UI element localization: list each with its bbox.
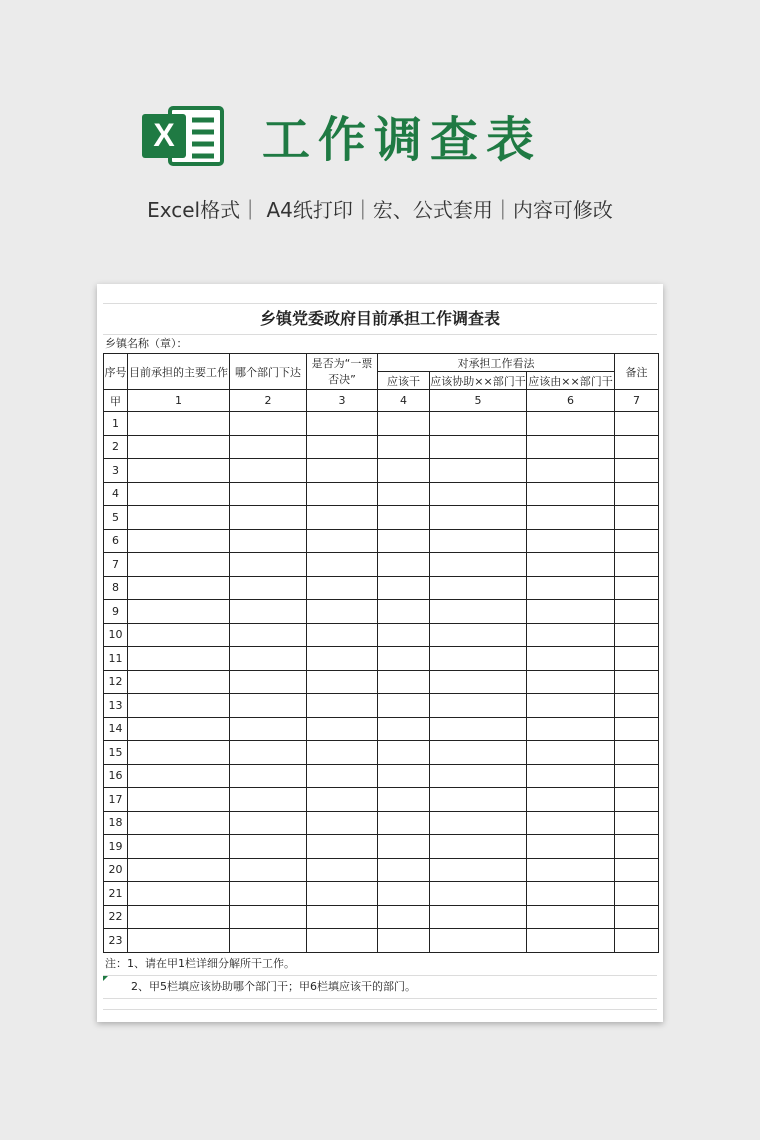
table-cell[interactable] <box>230 576 307 600</box>
table-row <box>104 835 659 859</box>
table-cell[interactable] <box>527 623 615 647</box>
table-cell[interactable] <box>230 811 307 835</box>
row-number: 4 <box>104 482 128 506</box>
table-cell[interactable] <box>128 412 230 436</box>
row-number: 15 <box>104 741 128 765</box>
header-seq: 序号 <box>104 354 128 390</box>
table-cell[interactable] <box>307 882 378 906</box>
row-number: 19 <box>104 835 128 859</box>
table-cell[interactable] <box>430 482 527 506</box>
table-row <box>104 623 659 647</box>
table-cell[interactable] <box>307 835 378 859</box>
header-opinion-group: 对承担工作看法 <box>378 354 615 372</box>
table-cell[interactable] <box>527 670 615 694</box>
table-cell[interactable] <box>527 835 615 859</box>
table-cell[interactable] <box>615 623 659 647</box>
table-row <box>104 600 659 624</box>
table-cell[interactable] <box>128 553 230 577</box>
table-cell[interactable] <box>230 529 307 553</box>
survey-table <box>103 353 659 953</box>
table-row <box>104 529 659 553</box>
table-row <box>104 788 659 812</box>
table-cell[interactable] <box>128 764 230 788</box>
table-cell[interactable] <box>230 858 307 882</box>
table-cell[interactable] <box>230 647 307 671</box>
table-cell[interactable] <box>128 623 230 647</box>
feature-subtitle: Excel格式｜ A4纸打印｜宏、公式套用｜内容可修改 <box>147 198 613 222</box>
table-row <box>104 717 659 741</box>
spreadsheet-preview <box>97 284 663 1022</box>
table-cell[interactable] <box>615 670 659 694</box>
table-cell[interactable] <box>527 435 615 459</box>
table-cell[interactable] <box>430 788 527 812</box>
table-cell[interactable] <box>527 788 615 812</box>
table-cell[interactable] <box>378 764 430 788</box>
table-cell[interactable] <box>615 576 659 600</box>
table-cell[interactable] <box>378 459 430 483</box>
table-cell[interactable] <box>430 764 527 788</box>
table-cell[interactable] <box>378 576 430 600</box>
table-cell[interactable] <box>230 435 307 459</box>
table-cell[interactable] <box>230 788 307 812</box>
row-number: 16 <box>104 764 128 788</box>
row-number: 7 <box>104 553 128 577</box>
table-cell[interactable] <box>128 647 230 671</box>
header-veto-line1: 是否为“一票 <box>311 356 373 370</box>
table-cell[interactable] <box>430 670 527 694</box>
table-cell[interactable] <box>230 670 307 694</box>
table-cell[interactable] <box>527 764 615 788</box>
column-number: 4 <box>378 390 430 412</box>
table-cell[interactable] <box>615 529 659 553</box>
table-row <box>104 764 659 788</box>
table-cell[interactable] <box>128 670 230 694</box>
table-cell[interactable] <box>615 741 659 765</box>
table-cell[interactable] <box>230 600 307 624</box>
promo-header <box>0 0 760 270</box>
row-number: 6 <box>104 529 128 553</box>
table-cell[interactable] <box>378 647 430 671</box>
table-cell[interactable] <box>230 506 307 530</box>
table-cell[interactable] <box>378 788 430 812</box>
table-cell[interactable] <box>615 412 659 436</box>
header-assist: 应该协助××部门干 <box>430 372 527 390</box>
table-cell[interactable] <box>527 858 615 882</box>
table-cell[interactable] <box>430 694 527 718</box>
table-cell[interactable] <box>430 882 527 906</box>
table-cell[interactable] <box>527 553 615 577</box>
table-cell[interactable] <box>307 553 378 577</box>
table-cell[interactable] <box>128 717 230 741</box>
table-cell[interactable] <box>430 905 527 929</box>
table-cell[interactable] <box>430 858 527 882</box>
header-main-work: 目前承担的主要工作 <box>128 354 230 390</box>
row-number: 17 <box>104 788 128 812</box>
table-cell[interactable] <box>615 435 659 459</box>
table-cell[interactable] <box>378 835 430 859</box>
table-row <box>104 482 659 506</box>
table-cell[interactable] <box>307 905 378 929</box>
table-row <box>104 459 659 483</box>
page-title: 工作调查表 <box>262 112 543 168</box>
table-cell[interactable] <box>128 435 230 459</box>
table-cell[interactable] <box>128 741 230 765</box>
table-row <box>104 435 659 459</box>
table-cell[interactable] <box>230 741 307 765</box>
table-cell[interactable] <box>378 811 430 835</box>
table-cell[interactable] <box>128 929 230 953</box>
row-number: 18 <box>104 811 128 835</box>
table-cell[interactable] <box>378 623 430 647</box>
header-veto-line2: 否决” <box>328 372 356 386</box>
table-cell[interactable] <box>230 694 307 718</box>
row-number: 9 <box>104 600 128 624</box>
table-cell[interactable] <box>307 811 378 835</box>
table-cell[interactable] <box>378 506 430 530</box>
table-cell[interactable] <box>307 459 378 483</box>
table-cell[interactable] <box>615 835 659 859</box>
table-cell[interactable] <box>378 717 430 741</box>
table-cell[interactable] <box>307 858 378 882</box>
table-cell[interactable] <box>307 647 378 671</box>
column-number: 7 <box>615 390 659 412</box>
table-cell[interactable] <box>307 529 378 553</box>
column-number: 1 <box>128 390 230 412</box>
table-cell[interactable] <box>307 435 378 459</box>
table-cell[interactable] <box>307 788 378 812</box>
blank-row <box>103 999 657 1010</box>
table-row <box>104 506 659 530</box>
table-cell[interactable] <box>527 482 615 506</box>
note-2-row <box>103 976 657 999</box>
row-number: 2 <box>104 435 128 459</box>
table-body <box>104 412 659 953</box>
sheet-area <box>103 289 657 1010</box>
row-number: 10 <box>104 623 128 647</box>
logo-letter: X <box>153 117 175 153</box>
header-remark: 备注 <box>615 354 659 390</box>
row-number: 5 <box>104 506 128 530</box>
table-cell[interactable] <box>128 858 230 882</box>
table-cell[interactable] <box>430 811 527 835</box>
table-cell[interactable] <box>430 435 527 459</box>
table-cell[interactable] <box>230 835 307 859</box>
table-cell[interactable] <box>128 576 230 600</box>
table-cell[interactable] <box>128 835 230 859</box>
blank-row <box>103 289 657 304</box>
table-cell[interactable] <box>230 882 307 906</box>
table-cell[interactable] <box>230 412 307 436</box>
row-number: 11 <box>104 647 128 671</box>
table-cell[interactable] <box>430 600 527 624</box>
table-cell[interactable] <box>128 600 230 624</box>
table-cell[interactable] <box>230 764 307 788</box>
table-cell[interactable] <box>230 623 307 647</box>
table-cell[interactable] <box>230 905 307 929</box>
row-number: 12 <box>104 670 128 694</box>
column-number: 6 <box>527 390 615 412</box>
table-cell[interactable] <box>378 670 430 694</box>
table-cell[interactable] <box>230 459 307 483</box>
table-cell[interactable] <box>307 929 378 953</box>
table-cell[interactable] <box>615 482 659 506</box>
table-cell[interactable] <box>527 811 615 835</box>
table-row <box>104 882 659 906</box>
table-cell[interactable] <box>378 694 430 718</box>
table-cell[interactable] <box>615 764 659 788</box>
table-cell[interactable] <box>307 717 378 741</box>
table-cell[interactable] <box>430 459 527 483</box>
column-number: 3 <box>307 390 378 412</box>
table-cell[interactable] <box>527 576 615 600</box>
table-cell[interactable] <box>128 459 230 483</box>
table-cell[interactable] <box>378 929 430 953</box>
table-row <box>104 811 659 835</box>
table-cell[interactable] <box>430 553 527 577</box>
table-row <box>104 412 659 436</box>
table-cell[interactable] <box>615 905 659 929</box>
table-cell[interactable] <box>378 482 430 506</box>
row-number: 23 <box>104 929 128 953</box>
column-number: 5 <box>430 390 527 412</box>
cell-marker-icon <box>103 976 108 981</box>
table-cell[interactable] <box>430 717 527 741</box>
header-veto <box>307 354 378 390</box>
table-cell[interactable] <box>527 529 615 553</box>
table-row <box>104 576 659 600</box>
table-cell[interactable] <box>128 694 230 718</box>
table-cell[interactable] <box>615 694 659 718</box>
column-number-row <box>104 390 659 412</box>
table-row <box>104 670 659 694</box>
table-cell[interactable] <box>615 788 659 812</box>
table-cell[interactable] <box>307 623 378 647</box>
table-cell[interactable] <box>378 600 430 624</box>
table-cell[interactable] <box>615 600 659 624</box>
table-row <box>104 929 659 953</box>
row-number: 14 <box>104 717 128 741</box>
table-cell[interactable] <box>527 647 615 671</box>
table-cell[interactable] <box>615 506 659 530</box>
table-cell[interactable] <box>230 482 307 506</box>
table-cell[interactable] <box>128 882 230 906</box>
table-cell[interactable] <box>527 459 615 483</box>
table-cell[interactable] <box>128 788 230 812</box>
table-row <box>104 694 659 718</box>
table-cell[interactable] <box>527 600 615 624</box>
row-number: 1 <box>104 412 128 436</box>
table-cell[interactable] <box>527 929 615 953</box>
table-cell[interactable] <box>128 905 230 929</box>
table-cell[interactable] <box>378 882 430 906</box>
table-cell[interactable] <box>378 529 430 553</box>
table-cell[interactable] <box>307 600 378 624</box>
table-cell[interactable] <box>430 412 527 436</box>
table-cell[interactable] <box>527 741 615 765</box>
table-cell[interactable] <box>378 741 430 765</box>
sheet-title: 乡镇党委政府目前承担工作调查表 <box>103 304 657 335</box>
note-1: 注：1、请在甲1栏详细分解所干工作。 <box>103 953 657 976</box>
table-cell[interactable] <box>430 529 527 553</box>
table-cell[interactable] <box>128 482 230 506</box>
table-cell[interactable] <box>307 741 378 765</box>
table-cell[interactable] <box>378 412 430 436</box>
row-number: 21 <box>104 882 128 906</box>
table-cell[interactable] <box>615 647 659 671</box>
table-cell[interactable] <box>527 717 615 741</box>
table-cell[interactable] <box>430 929 527 953</box>
excel-logo-icon <box>140 104 228 168</box>
table-row <box>104 858 659 882</box>
table-cell[interactable] <box>615 811 659 835</box>
table-cell[interactable] <box>615 858 659 882</box>
row-number: 3 <box>104 459 128 483</box>
header-should-do: 应该干 <box>378 372 430 390</box>
table-cell[interactable] <box>430 623 527 647</box>
table-row <box>104 905 659 929</box>
table-cell[interactable] <box>527 506 615 530</box>
table-cell[interactable] <box>307 482 378 506</box>
table-cell[interactable] <box>307 576 378 600</box>
table-row <box>104 553 659 577</box>
table-cell[interactable] <box>128 811 230 835</box>
table-cell[interactable] <box>527 412 615 436</box>
table-cell[interactable] <box>307 412 378 436</box>
header-by-dept: 应该由××部门干 <box>527 372 615 390</box>
table-cell[interactable] <box>430 576 527 600</box>
row-number: 22 <box>104 905 128 929</box>
table-cell[interactable] <box>230 553 307 577</box>
table-cell[interactable] <box>128 529 230 553</box>
note-2: 2、甲5栏填应该协助哪个部门干；甲6栏填应该干的部门。 <box>131 979 416 993</box>
table-cell[interactable] <box>230 717 307 741</box>
table-cell[interactable] <box>615 929 659 953</box>
column-number: 甲 <box>104 390 128 412</box>
header-row-1 <box>104 354 659 372</box>
table-cell[interactable] <box>615 553 659 577</box>
unit-name-label: 乡镇名称（章）： <box>105 337 188 350</box>
row-number: 13 <box>104 694 128 718</box>
table-cell[interactable] <box>430 506 527 530</box>
table-cell[interactable] <box>615 882 659 906</box>
table-cell[interactable] <box>307 694 378 718</box>
table-cell[interactable] <box>307 670 378 694</box>
table-cell[interactable] <box>527 694 615 718</box>
table-cell[interactable] <box>378 435 430 459</box>
table-cell[interactable] <box>307 506 378 530</box>
table-cell[interactable] <box>615 459 659 483</box>
table-cell[interactable] <box>527 882 615 906</box>
table-cell[interactable] <box>230 929 307 953</box>
column-number: 2 <box>230 390 307 412</box>
table-cell[interactable] <box>430 647 527 671</box>
table-cell[interactable] <box>430 835 527 859</box>
table-cell[interactable] <box>307 764 378 788</box>
row-number: 20 <box>104 858 128 882</box>
table-cell[interactable] <box>128 506 230 530</box>
table-cell[interactable] <box>378 905 430 929</box>
row-number: 8 <box>104 576 128 600</box>
header-dept: 哪个部门下达 <box>230 354 307 390</box>
table-cell[interactable] <box>378 858 430 882</box>
table-cell[interactable] <box>430 741 527 765</box>
table-cell[interactable] <box>615 717 659 741</box>
table-cell[interactable] <box>378 553 430 577</box>
table-row <box>104 647 659 671</box>
table-row <box>104 741 659 765</box>
table-cell[interactable] <box>527 905 615 929</box>
